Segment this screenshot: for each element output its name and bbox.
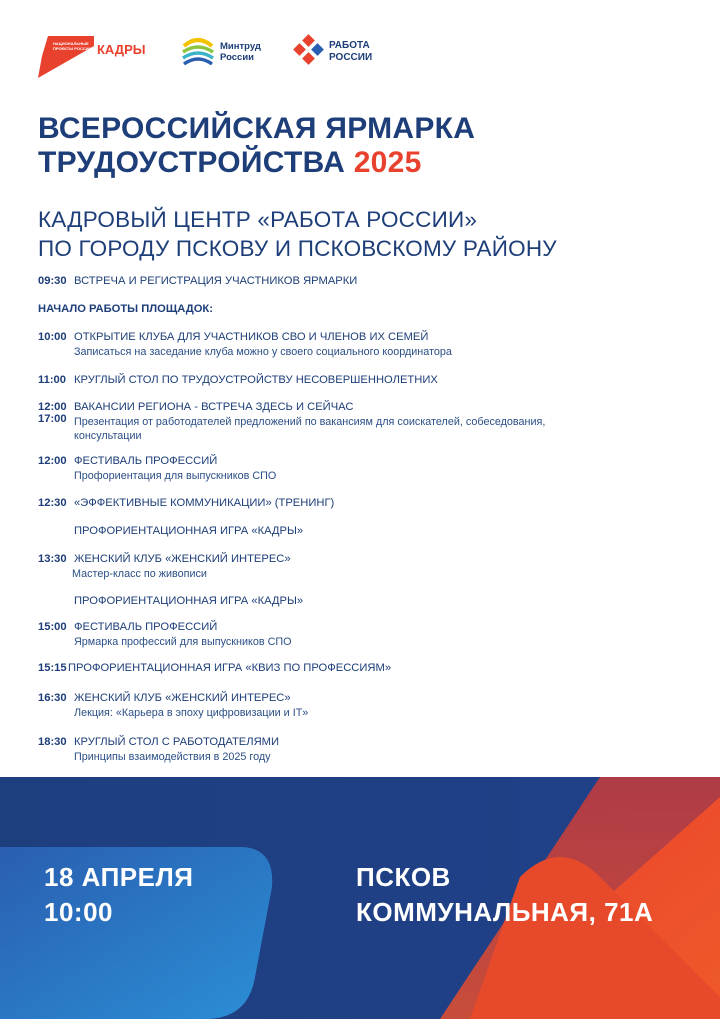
schedule-title: ЖЕНСКИЙ КЛУБ «ЖЕНСКИЙ ИНТЕРЕС» — [74, 553, 291, 565]
event-location — [356, 860, 653, 930]
schedule-title: ПРОФОРИЕНТАЦИОННАЯ ИГРА «КАДРЫ» — [74, 595, 304, 607]
mintrud-line2: России — [220, 52, 255, 63]
schedule-title: ПРОФОРИЕНТАЦИОННАЯ ИГРА «КВИЗ ПО ПРОФЕССИЯМ» — [68, 662, 392, 674]
kadry-logo-icon — [38, 32, 96, 80]
rabota-line2: РОССИИ — [329, 52, 373, 63]
rabota-line1: РАБОТА — [329, 40, 370, 51]
schedule-time: 15:00 — [38, 621, 67, 633]
schedule-title: КРУГЛЫЙ СТОЛ С РАБОТОДАТЕЛЯМИ — [74, 736, 280, 748]
mintrud-emblem-icon — [180, 32, 216, 68]
schedule-title: ВСТРЕЧА И РЕГИСТРАЦИЯ УЧАСТНИКОВ ЯРМАРКИ — [74, 275, 358, 287]
schedule-time: 12:30 — [38, 497, 67, 509]
schedule-time: 11:00 — [38, 374, 66, 386]
logo-bar — [38, 32, 438, 80]
schedule-title: ФЕСТИВАЛЬ ПРОФЕССИЙ — [74, 621, 218, 633]
schedule-title: ВАКАНСИИ РЕГИОНА - ВСТРЕЧА ЗДЕСЬ И СЕЙЧАС — [74, 401, 354, 413]
schedule-time: 12:00 — [38, 401, 67, 413]
title-year: 2025 — [353, 146, 422, 179]
event-address: КОММУНАЛЬНАЯ, 71А — [356, 897, 654, 927]
schedule-time-end: 17:00 — [38, 413, 67, 425]
schedule-title: ФЕСТИВАЛЬ ПРОФЕССИЙ — [74, 455, 218, 467]
schedule-time: 15:15 — [38, 662, 67, 674]
subtitle-line1: КАДРОВЫЙ ЦЕНТР «РАБОТА РОССИИ» — [38, 207, 478, 232]
schedule-note: Ярмарка профессий для выпускников СПО — [74, 636, 292, 648]
rabota-rossii-logo — [293, 32, 413, 72]
title-line2 — [38, 146, 475, 180]
event-city: ПСКОВ — [356, 862, 451, 892]
kadry-logo-name: КАДРЫ — [97, 42, 146, 57]
schedule-time: 10:00 — [38, 331, 67, 343]
schedule-note: Лекция: «Карьера в эпоху цифровизации и IT» — [74, 707, 309, 719]
schedule-time: 16:30 — [38, 692, 67, 704]
schedule-time: 12:00 — [38, 455, 67, 467]
schedule-title: ОТКРЫТИЕ КЛУБА ДЛЯ УЧАСТНИКОВ СВО И ЧЛЕНОВ ИХ СЕМЕЙ — [74, 331, 429, 343]
schedule-title: ПРОФОРИЕНТАЦИОННАЯ ИГРА «КАДРЫ» — [74, 525, 304, 537]
schedule-title: КРУГЛЫЙ СТОЛ ПО ТРУДОУСТРОЙСТВУ НЕСОВЕРШЕННОЛЕТНИХ — [74, 374, 438, 386]
rabota-rossii-emblem-icon — [293, 34, 325, 66]
rabota-rossii-logo-text — [329, 40, 372, 64]
schedule-note: Презентация от работодателей предложений по вакансиям для соискателей, собеседования, консультации — [74, 416, 546, 442]
schedule-time: 09:30 — [38, 275, 67, 287]
schedule-note: Профориентация для выпускников СПО — [74, 470, 277, 482]
event-date-time — [44, 860, 193, 930]
mintrud-logo-text — [220, 41, 261, 63]
title-line2-text: ТРУДОУСТРОЙСТВА — [38, 146, 346, 179]
title-line1: ВСЕРОССИЙСКАЯ ЯРМАРКА — [38, 112, 476, 145]
schedule-time: 18:30 — [38, 736, 67, 748]
schedule-title: «ЭФФЕКТИВНЫЕ КОММУНИКАЦИИ» (ТРЕНИНГ) — [74, 497, 335, 509]
subtitle-line2: ПО ГОРОДУ ПСКОВУ И ПСКОВСКОМУ РАЙОНУ — [38, 236, 557, 261]
event-date: 18 АПРЕЛЯ — [44, 862, 194, 892]
schedule-note: Записаться на заседание клуба можно у своего социального координатора — [74, 346, 452, 358]
kadry-logo-small-text: НАЦИОНАЛЬНЫЕ ПРОЕКТЫ РОССИИ — [53, 41, 92, 51]
footer-banner — [0, 777, 720, 1019]
mintrud-line1: Минтруд — [220, 41, 261, 52]
schedule-note: Принципы взаимодействия в 2025 году — [74, 751, 271, 763]
mintrud-logo — [180, 32, 290, 72]
page-subtitle — [38, 205, 557, 263]
schedule-start-heading: НАЧАЛО РАБОТЫ ПЛОЩАДОК: — [38, 303, 213, 315]
schedule-time: 13:30 — [38, 553, 67, 565]
kadry-logo — [38, 32, 158, 80]
schedule-note: Мастер-класс по живописи — [72, 568, 207, 580]
event-time: 10:00 — [44, 897, 113, 927]
schedule-title: ЖЕНСКИЙ КЛУБ «ЖЕНСКИЙ ИНТЕРЕС» — [74, 692, 291, 704]
page-title — [38, 112, 475, 180]
